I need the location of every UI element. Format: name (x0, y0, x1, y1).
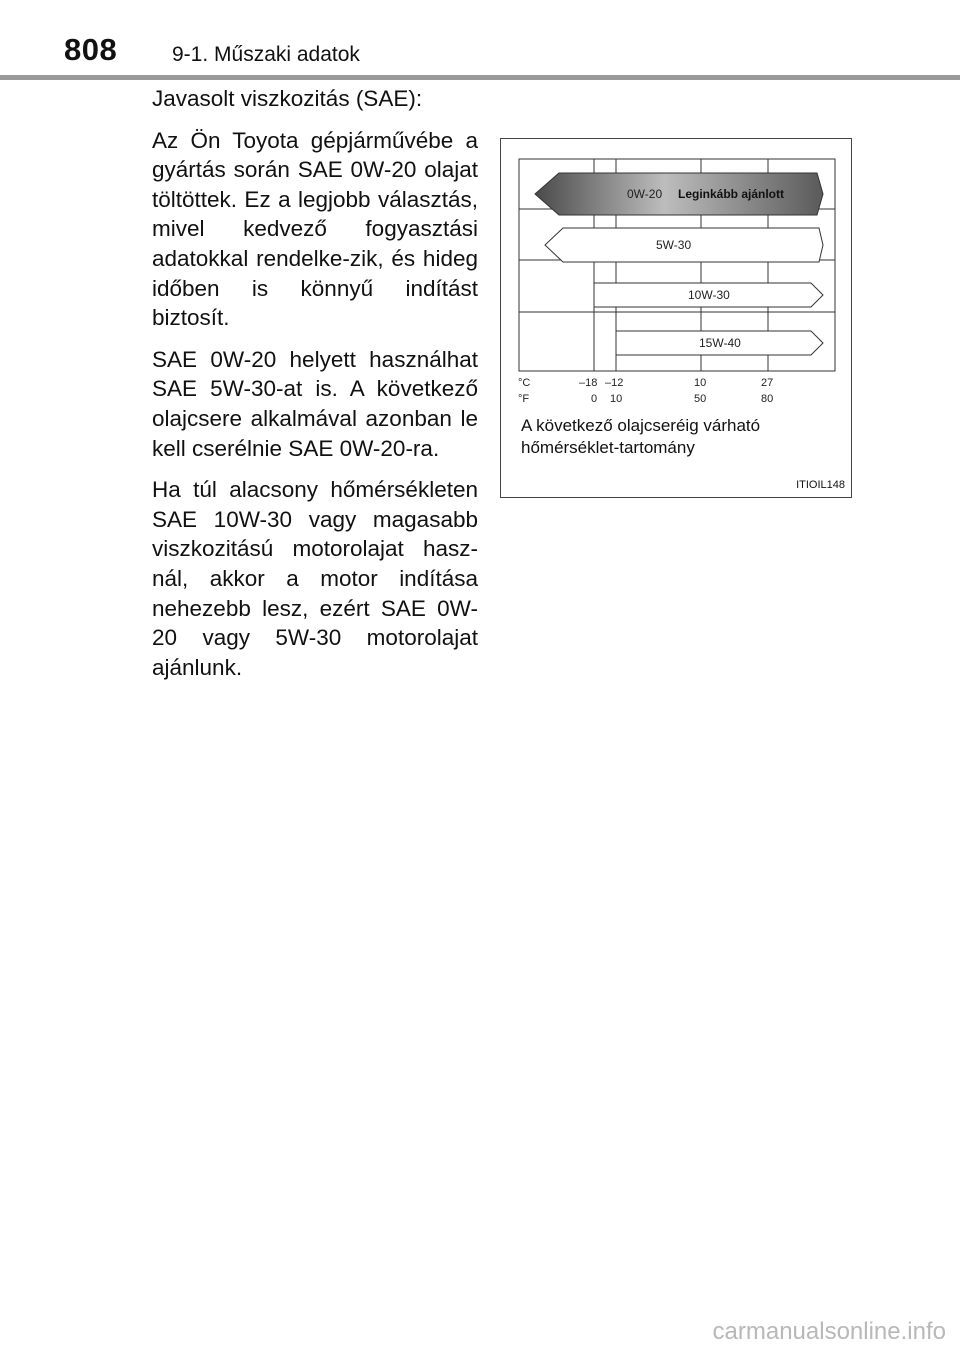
oil-viscosity-figure (500, 138, 852, 498)
unit-fahrenheit: °F (518, 393, 530, 405)
tick-f-0: 0 (591, 393, 598, 405)
body-paragraph-2: SAE 0W-20 helyett használhat SAE 5W-30-at is. A következő olajcsere alkalmával azonban le kell cserélnie SAE 0W-20-ra. (152, 346, 478, 461)
section-title: 9-1. Műszaki adatok (172, 43, 360, 66)
body-text-column (152, 84, 478, 694)
figure-id: ITIOIL148 (796, 479, 845, 491)
grade-label-0w20: 0W-20 (627, 187, 663, 201)
page-number: 808 (64, 32, 118, 67)
grade-label-5w30: 5W-30 (656, 238, 692, 252)
grade-recommended-label: Leginkább ajánlott (678, 187, 785, 201)
viscosity-subheading: Javasolt viszkozitás (SAE): (152, 86, 423, 111)
unit-celsius: °C (518, 377, 531, 389)
tick-f-50: 50 (694, 393, 707, 405)
tick-f-10: 10 (610, 393, 623, 405)
header-rule (0, 75, 960, 80)
grade-label-15w40: 15W-40 (699, 336, 741, 350)
tick-c-27: 27 (761, 377, 774, 389)
grade-label-10w30: 10W-30 (688, 288, 730, 302)
tick-c-minus18: –18 (579, 377, 598, 389)
body-paragraph-3: Ha túl alacsony hőmérsékleten SAE 10W-30 vagy magasabb viszkozitású motorolajat hasz-nál, akkor a motor indítása nehezebb lesz, ezért SAE 0W-20 vagy 5W-30 motorolajat ajánlunk. (152, 477, 478, 680)
tick-f-80: 80 (761, 393, 774, 405)
figure-caption: A következő olajcseréig várható hőmérséklet-tartomány (521, 416, 761, 457)
footer-watermark: carmanualsonline.info (712, 1318, 946, 1345)
tick-c-10: 10 (694, 377, 707, 389)
tick-c-minus12: –12 (605, 377, 624, 389)
body-paragraph-1: Az Ön Toyota gépjárművébe a gyártás során SAE 0W-20 olajat töltöttek. Ez a legjobb választás, mivel kedvező fogyasztási adatokkal rendelke-zik, és hideg időben is könnyű indítást biztosít. (152, 127, 478, 331)
